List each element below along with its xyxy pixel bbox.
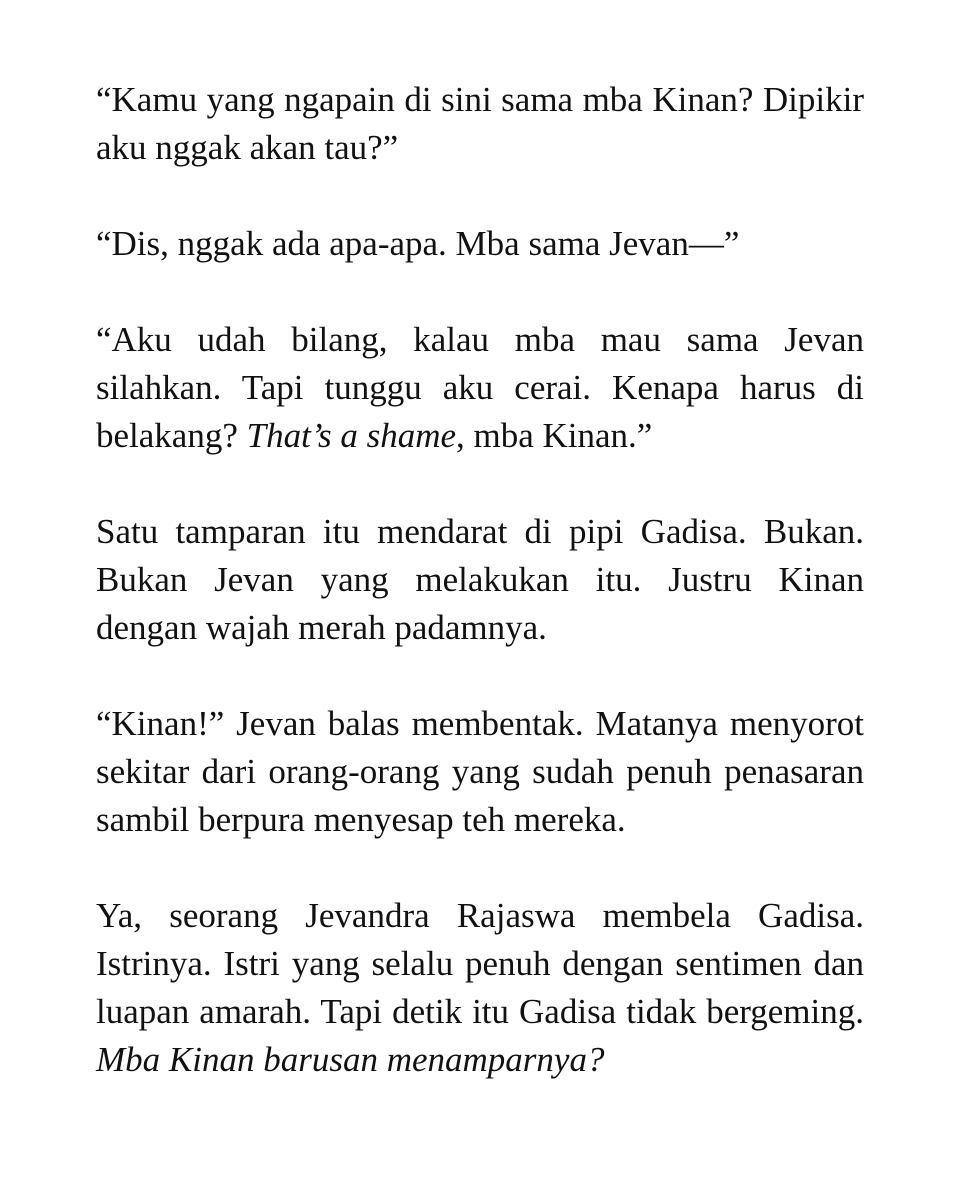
paragraph-5 <box>96 700 864 844</box>
paragraph-1 <box>96 76 864 172</box>
paragraph-3 <box>96 316 864 460</box>
paragraph-4 <box>96 508 864 652</box>
paragraph-text: Ya, seorang Jevandra Rajaswa membela Gadisa. Istrinya. Istri yang selalu penuh dengan sentimen dan luapan amarah. Tapi detik itu Gadisa tidak bergeming. <box>96 896 864 1031</box>
paragraph-2 <box>96 220 864 268</box>
paragraph-text: Satu tamparan itu mendarat di pipi Gadisa. Bukan. Bukan Jevan yang melakukan itu. Justru Kinan dengan wajah merah padamnya. <box>96 512 864 647</box>
paragraph-text: “Dis, nggak ada apa-apa. Mba sama Jevan—” <box>96 224 740 263</box>
paragraph-text: “Kinan!” Jevan balas membentak. Matanya menyorot sekitar dari orang-orang yang sudah penuh penasaran sambil berpura menyesap teh mereka. <box>96 704 864 839</box>
story-page <box>96 76 864 1132</box>
paragraph-6 <box>96 892 864 1084</box>
paragraph-text: “Aku udah bilang, kalau mba mau sama Jevan silahkan. Tapi tunggu aku cerai. Kenapa harus di belakang? <box>96 320 864 455</box>
italic-phrase: Mba Kinan barusan menamparnya? <box>96 1040 605 1079</box>
italic-phrase: That’s a shame <box>246 416 457 455</box>
paragraph-text: “Kamu yang ngapain di sini sama mba Kinan? Dipikir aku nggak akan tau?” <box>96 80 864 167</box>
paragraph-text: , mba Kinan.” <box>456 416 653 455</box>
